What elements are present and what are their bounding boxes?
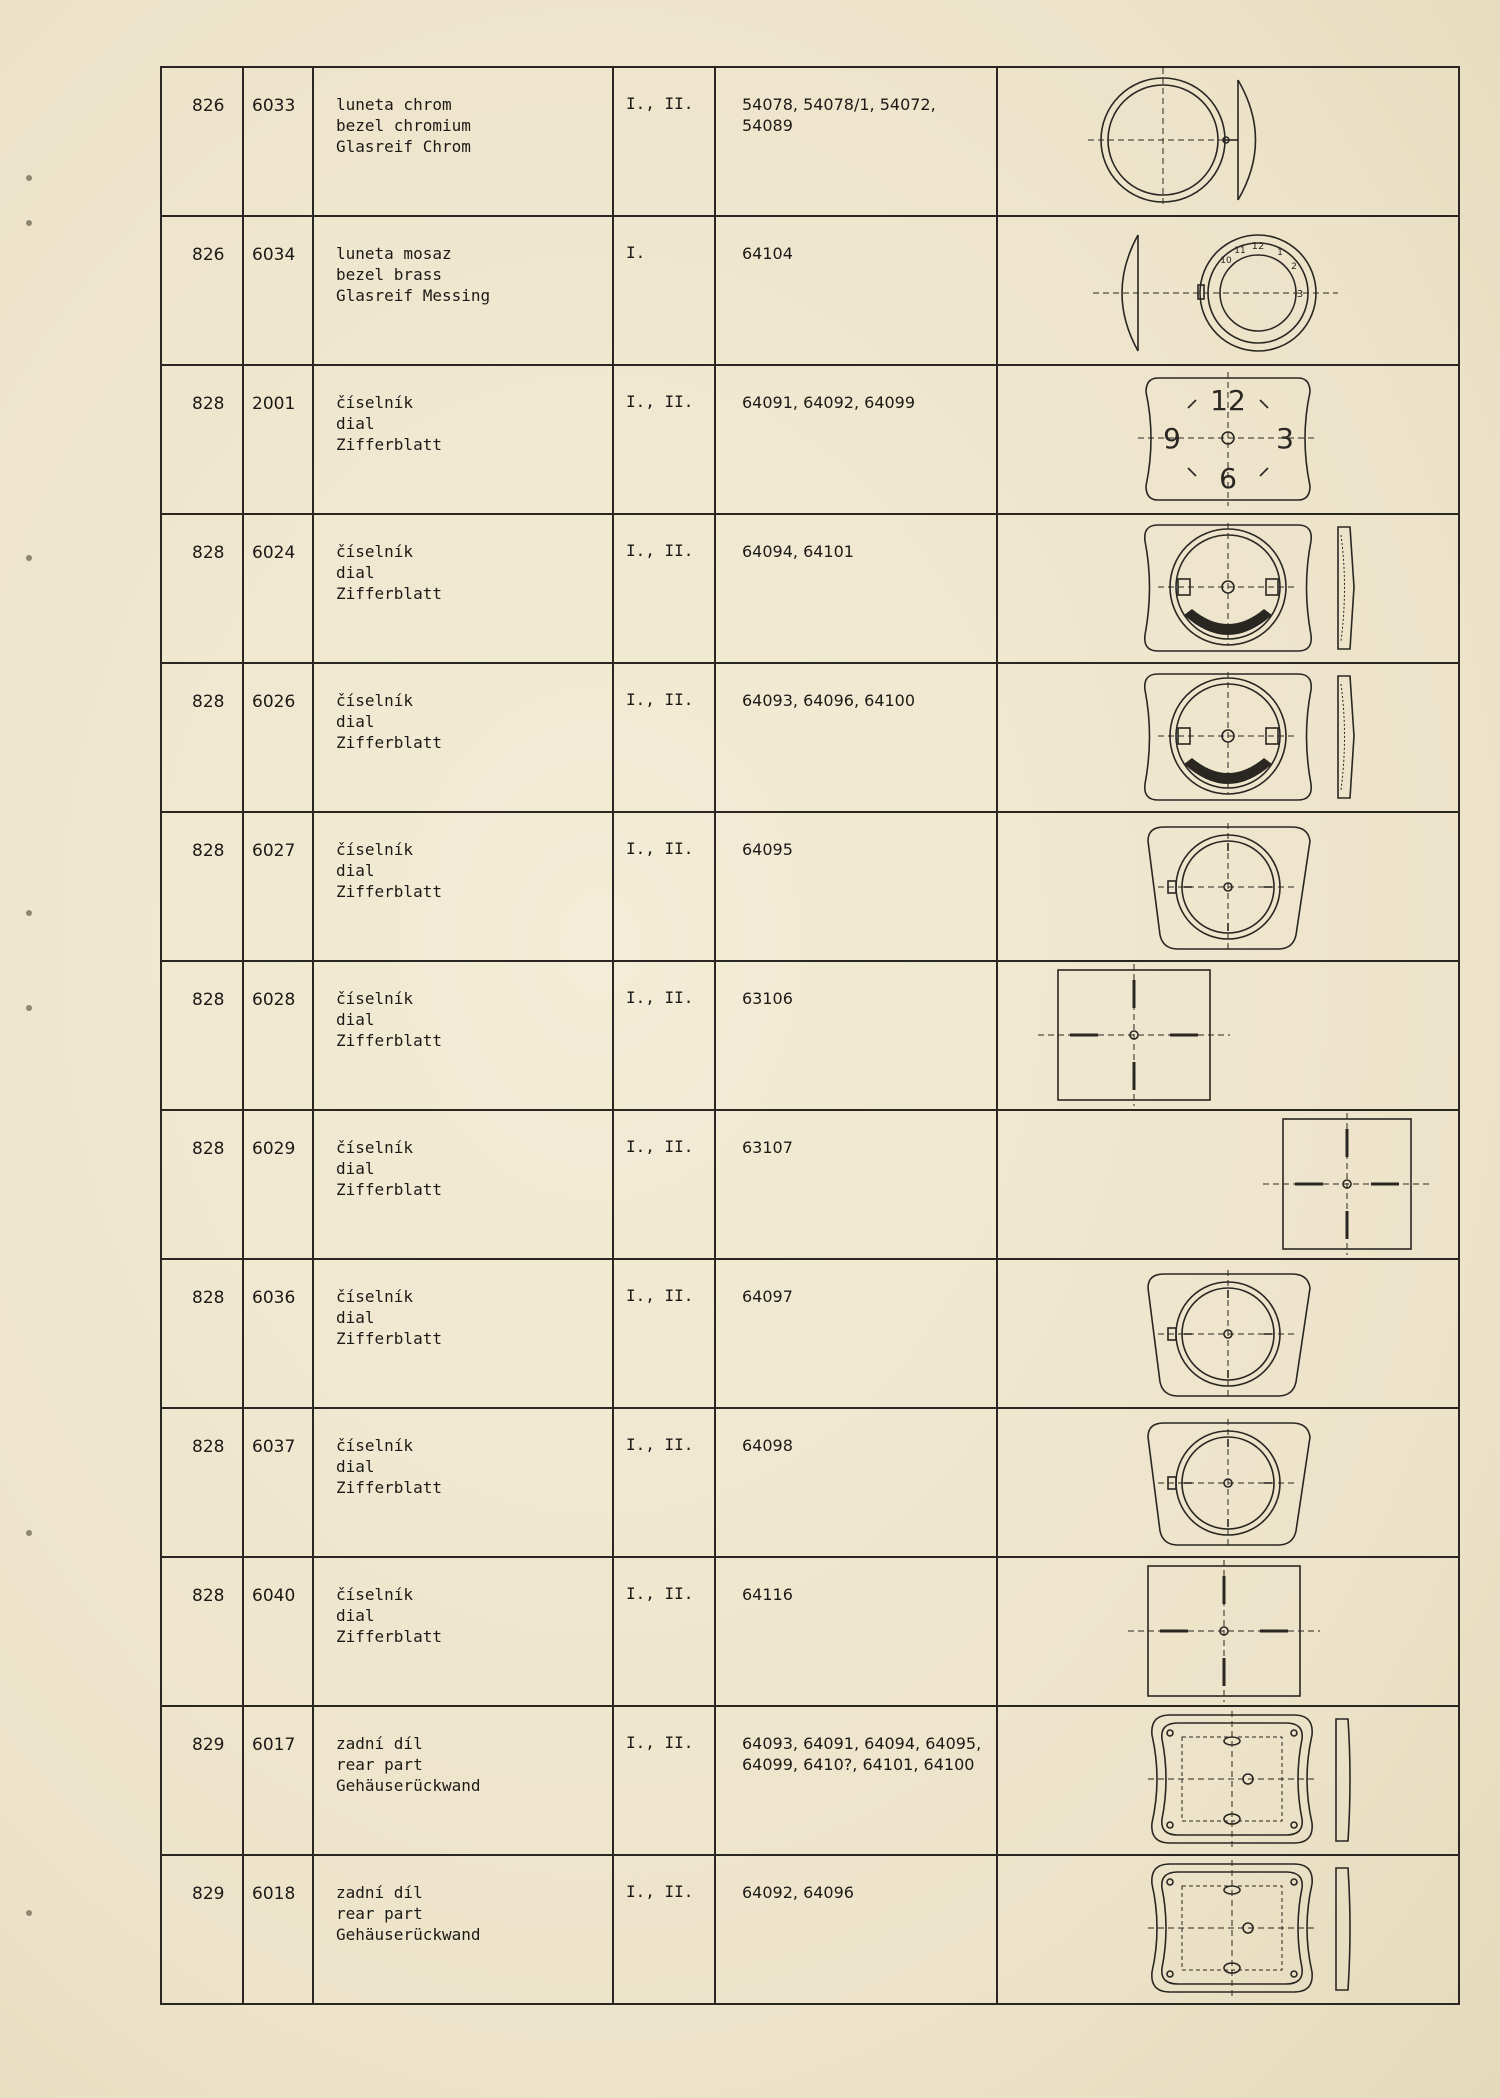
models-cell <box>715 663 997 812</box>
group-number-cell <box>161 1110 243 1259</box>
group-number-cell <box>161 812 243 961</box>
part-code-cell <box>243 216 313 365</box>
category: I., II. <box>626 690 694 709</box>
binder-hole <box>26 555 32 561</box>
description-cell <box>313 1557 613 1706</box>
part-code-cell <box>243 663 313 812</box>
drawing-cell <box>997 812 1459 961</box>
models-cell <box>715 216 997 365</box>
part-code-cell <box>243 1408 313 1557</box>
group-number: 829 <box>192 1884 225 1904</box>
group-number-cell <box>161 1706 243 1855</box>
description-german: Zifferblatt <box>336 435 442 454</box>
description-cell <box>313 1706 613 1855</box>
square-plate-icon <box>998 962 1460 1109</box>
drawing-cell <box>997 67 1459 216</box>
part-code-cell <box>243 961 313 1110</box>
category: I., II. <box>626 1882 694 1901</box>
category-cell <box>613 1110 715 1259</box>
table-row <box>161 514 1459 663</box>
group-number: 828 <box>192 543 225 563</box>
trapezoid-dial-icon <box>998 1409 1460 1556</box>
drawing-cell <box>997 961 1459 1110</box>
trapezoid-dial-icon <box>998 1260 1460 1407</box>
table-row <box>161 663 1459 812</box>
category-cell <box>613 1706 715 1855</box>
svg-text:6: 6 <box>1219 462 1237 495</box>
drawing-cell <box>997 1706 1459 1855</box>
description-german: Gehäuserückwand <box>336 1925 481 1944</box>
drawing-cell <box>997 216 1459 365</box>
description-czech: zadní díl <box>336 1883 423 1902</box>
description-cell <box>313 216 613 365</box>
models-cell <box>715 1110 997 1259</box>
group-number: 828 <box>192 1139 225 1159</box>
description-german: Zifferblatt <box>336 1627 442 1646</box>
description-czech: luneta mosaz <box>336 244 452 263</box>
part-code-cell <box>243 1110 313 1259</box>
part-code: 2001 <box>252 394 296 414</box>
table-row <box>161 1408 1459 1557</box>
description-czech: číselník <box>336 1138 414 1157</box>
part-code: 6028 <box>252 990 296 1010</box>
models-cell <box>715 812 997 961</box>
category: I., II. <box>626 1137 694 1156</box>
part-code: 6027 <box>252 841 296 861</box>
table-row <box>161 67 1459 216</box>
group-number-cell <box>161 961 243 1110</box>
category-cell <box>613 67 715 216</box>
binder-hole <box>26 1005 32 1011</box>
round-bezel-dial-icon <box>998 217 1460 364</box>
category-cell <box>613 663 715 812</box>
group-number-cell <box>161 67 243 216</box>
group-number-cell <box>161 1259 243 1408</box>
models-cell <box>715 1259 997 1408</box>
group-number: 828 <box>192 1437 225 1457</box>
drawing-cell <box>997 1259 1459 1408</box>
model-numbers: 63106 <box>742 989 793 1008</box>
svg-text:3: 3 <box>1276 422 1294 455</box>
binder-hole <box>26 175 32 181</box>
binder-hole <box>26 910 32 916</box>
part-code: 6037 <box>252 1437 296 1457</box>
description-german: Zifferblatt <box>336 882 442 901</box>
square-plate-icon <box>998 1111 1460 1258</box>
models-cell <box>715 67 997 216</box>
part-code-cell <box>243 1855 313 2004</box>
description-english: dial <box>336 1606 375 1625</box>
crescent-dial-icon <box>998 664 1460 811</box>
part-code: 6029 <box>252 1139 296 1159</box>
category: I., II. <box>626 988 694 1007</box>
description-english: dial <box>336 1308 375 1327</box>
description-english: rear part <box>336 1755 423 1774</box>
part-code: 6033 <box>252 96 296 116</box>
part-code-cell <box>243 1557 313 1706</box>
category-cell <box>613 365 715 514</box>
description-czech: číselník <box>336 989 414 1008</box>
group-number-cell <box>161 1855 243 2004</box>
binder-hole <box>26 220 32 226</box>
model-numbers: 64092, 64096 <box>742 1883 854 1902</box>
group-number: 828 <box>192 1586 225 1606</box>
models-cell <box>715 1408 997 1557</box>
category: I., II. <box>626 1435 694 1454</box>
category: I., II. <box>626 1733 694 1752</box>
models-cell <box>715 1557 997 1706</box>
group-number: 829 <box>192 1735 225 1755</box>
category-cell <box>613 1557 715 1706</box>
group-number: 828 <box>192 990 225 1010</box>
svg-text:11: 11 <box>1234 246 1246 256</box>
part-code: 6040 <box>252 1586 296 1606</box>
description-cell <box>313 365 613 514</box>
models-cell <box>715 365 997 514</box>
models-cell <box>715 514 997 663</box>
rear-case-icon <box>998 1707 1460 1854</box>
model-numbers: 64093, 64096, 64100 <box>742 691 916 710</box>
group-number: 828 <box>192 692 225 712</box>
table-row <box>161 961 1459 1110</box>
model-numbers: 64093, 64091, 64094, 64095, 64099, 6410?, 64101, 64100 <box>742 1734 982 1774</box>
table-row <box>161 1557 1459 1706</box>
table-row <box>161 812 1459 961</box>
description-cell <box>313 1110 613 1259</box>
model-numbers: 64091, 64092, 64099 <box>742 393 916 412</box>
part-code-cell <box>243 812 313 961</box>
group-number: 826 <box>192 245 225 265</box>
rear-case-icon <box>998 1856 1460 2003</box>
category: I., II. <box>626 839 694 858</box>
description-czech: číselník <box>336 1287 414 1306</box>
group-number: 826 <box>192 96 225 116</box>
part-code-cell <box>243 1259 313 1408</box>
description-cell <box>313 67 613 216</box>
description-czech: číselník <box>336 1585 414 1604</box>
part-code-cell <box>243 1706 313 1855</box>
description-czech: číselník <box>336 542 414 561</box>
category: I., II. <box>626 1286 694 1305</box>
binder-hole <box>26 1530 32 1536</box>
description-czech: luneta chrom <box>336 95 452 114</box>
drawing-cell <box>997 1110 1459 1259</box>
part-code-cell <box>243 514 313 663</box>
category: I., II. <box>626 392 694 411</box>
table-row <box>161 365 1459 514</box>
model-numbers: 63107 <box>742 1138 793 1157</box>
group-number-cell <box>161 514 243 663</box>
category-cell <box>613 961 715 1110</box>
description-german: Glasreif Chrom <box>336 137 471 156</box>
models-cell <box>715 1706 997 1855</box>
svg-text:3: 3 <box>1296 289 1304 300</box>
drawing-cell <box>997 1557 1459 1706</box>
group-number: 828 <box>192 841 225 861</box>
group-number: 828 <box>192 1288 225 1308</box>
category-cell <box>613 812 715 961</box>
description-english: dial <box>336 414 375 433</box>
description-german: Zifferblatt <box>336 584 442 603</box>
description-english: dial <box>336 861 375 880</box>
part-code: 6024 <box>252 543 296 563</box>
description-english: dial <box>336 712 375 731</box>
svg-text:1: 1 <box>1277 248 1283 258</box>
category: I., II. <box>626 94 694 113</box>
description-english: dial <box>336 563 375 582</box>
description-cell <box>313 1855 613 2004</box>
model-numbers: 64098 <box>742 1436 793 1455</box>
description-german: Glasreif Messing <box>336 286 491 305</box>
part-code: 6017 <box>252 1735 296 1755</box>
table-row <box>161 216 1459 365</box>
category: I. <box>626 243 646 262</box>
parts-table <box>160 66 1460 2005</box>
part-code: 6026 <box>252 692 296 712</box>
group-number: 828 <box>192 394 225 414</box>
category: I., II. <box>626 1584 694 1603</box>
description-cell <box>313 1259 613 1408</box>
part-code-cell <box>243 365 313 514</box>
description-english: bezel chromium <box>336 116 471 135</box>
svg-text:9: 9 <box>1163 422 1181 455</box>
group-number-cell <box>161 216 243 365</box>
svg-text:12: 12 <box>1210 384 1246 417</box>
description-czech: zadní díl <box>336 1734 423 1753</box>
category-cell <box>613 1408 715 1557</box>
category-cell <box>613 1259 715 1408</box>
drawing-cell <box>997 663 1459 812</box>
description-czech: číselník <box>336 393 414 412</box>
model-numbers: 64095 <box>742 840 793 859</box>
model-numbers: 54078, 54078/1, 54072, 54089 <box>742 95 936 135</box>
description-german: Gehäuserückwand <box>336 1776 481 1795</box>
svg-text:12: 12 <box>1251 241 1265 252</box>
group-number-cell <box>161 663 243 812</box>
models-cell <box>715 961 997 1110</box>
part-code: 6034 <box>252 245 296 265</box>
models-cell <box>715 1855 997 2004</box>
category-cell <box>613 1855 715 2004</box>
description-cell <box>313 1408 613 1557</box>
group-number-cell <box>161 365 243 514</box>
table-row <box>161 1110 1459 1259</box>
round-bezel-side-icon <box>998 68 1460 215</box>
description-english: bezel brass <box>336 265 442 284</box>
description-german: Zifferblatt <box>336 1329 442 1348</box>
description-czech: číselník <box>336 1436 414 1455</box>
description-cell <box>313 812 613 961</box>
description-english: rear part <box>336 1904 423 1923</box>
description-german: Zifferblatt <box>336 733 442 752</box>
part-code: 6018 <box>252 1884 296 1904</box>
group-number-cell <box>161 1408 243 1557</box>
model-numbers: 64116 <box>742 1585 793 1604</box>
description-english: dial <box>336 1457 375 1476</box>
description-cell <box>313 961 613 1110</box>
category: I., II. <box>626 541 694 560</box>
part-code: 6036 <box>252 1288 296 1308</box>
description-german: Zifferblatt <box>336 1180 442 1199</box>
group-number-cell <box>161 1557 243 1706</box>
description-cell <box>313 663 613 812</box>
description-german: Zifferblatt <box>336 1031 442 1050</box>
binder-hole <box>26 1910 32 1916</box>
drawing-cell <box>997 365 1459 514</box>
category-cell <box>613 514 715 663</box>
table-row <box>161 1855 1459 2004</box>
square-dial-numerals-icon <box>998 366 1460 513</box>
category-cell <box>613 216 715 365</box>
crescent-dial-icon <box>998 515 1460 662</box>
description-cell <box>313 514 613 663</box>
drawing-cell <box>997 1408 1459 1557</box>
drawing-cell <box>997 1855 1459 2004</box>
table-row <box>161 1259 1459 1408</box>
square-plate-icon <box>998 1558 1460 1705</box>
model-numbers: 64097 <box>742 1287 793 1306</box>
part-code-cell <box>243 67 313 216</box>
drawing-cell <box>997 514 1459 663</box>
description-czech: číselník <box>336 691 414 710</box>
svg-text:10: 10 <box>1220 256 1232 266</box>
table-row <box>161 1706 1459 1855</box>
model-numbers: 64104 <box>742 244 793 263</box>
description-english: dial <box>336 1159 375 1178</box>
trapezoid-dial-icon <box>998 813 1460 960</box>
svg-text:2: 2 <box>1291 262 1297 272</box>
model-numbers: 64094, 64101 <box>742 542 854 561</box>
description-english: dial <box>336 1010 375 1029</box>
description-german: Zifferblatt <box>336 1478 442 1497</box>
description-czech: číselník <box>336 840 414 859</box>
